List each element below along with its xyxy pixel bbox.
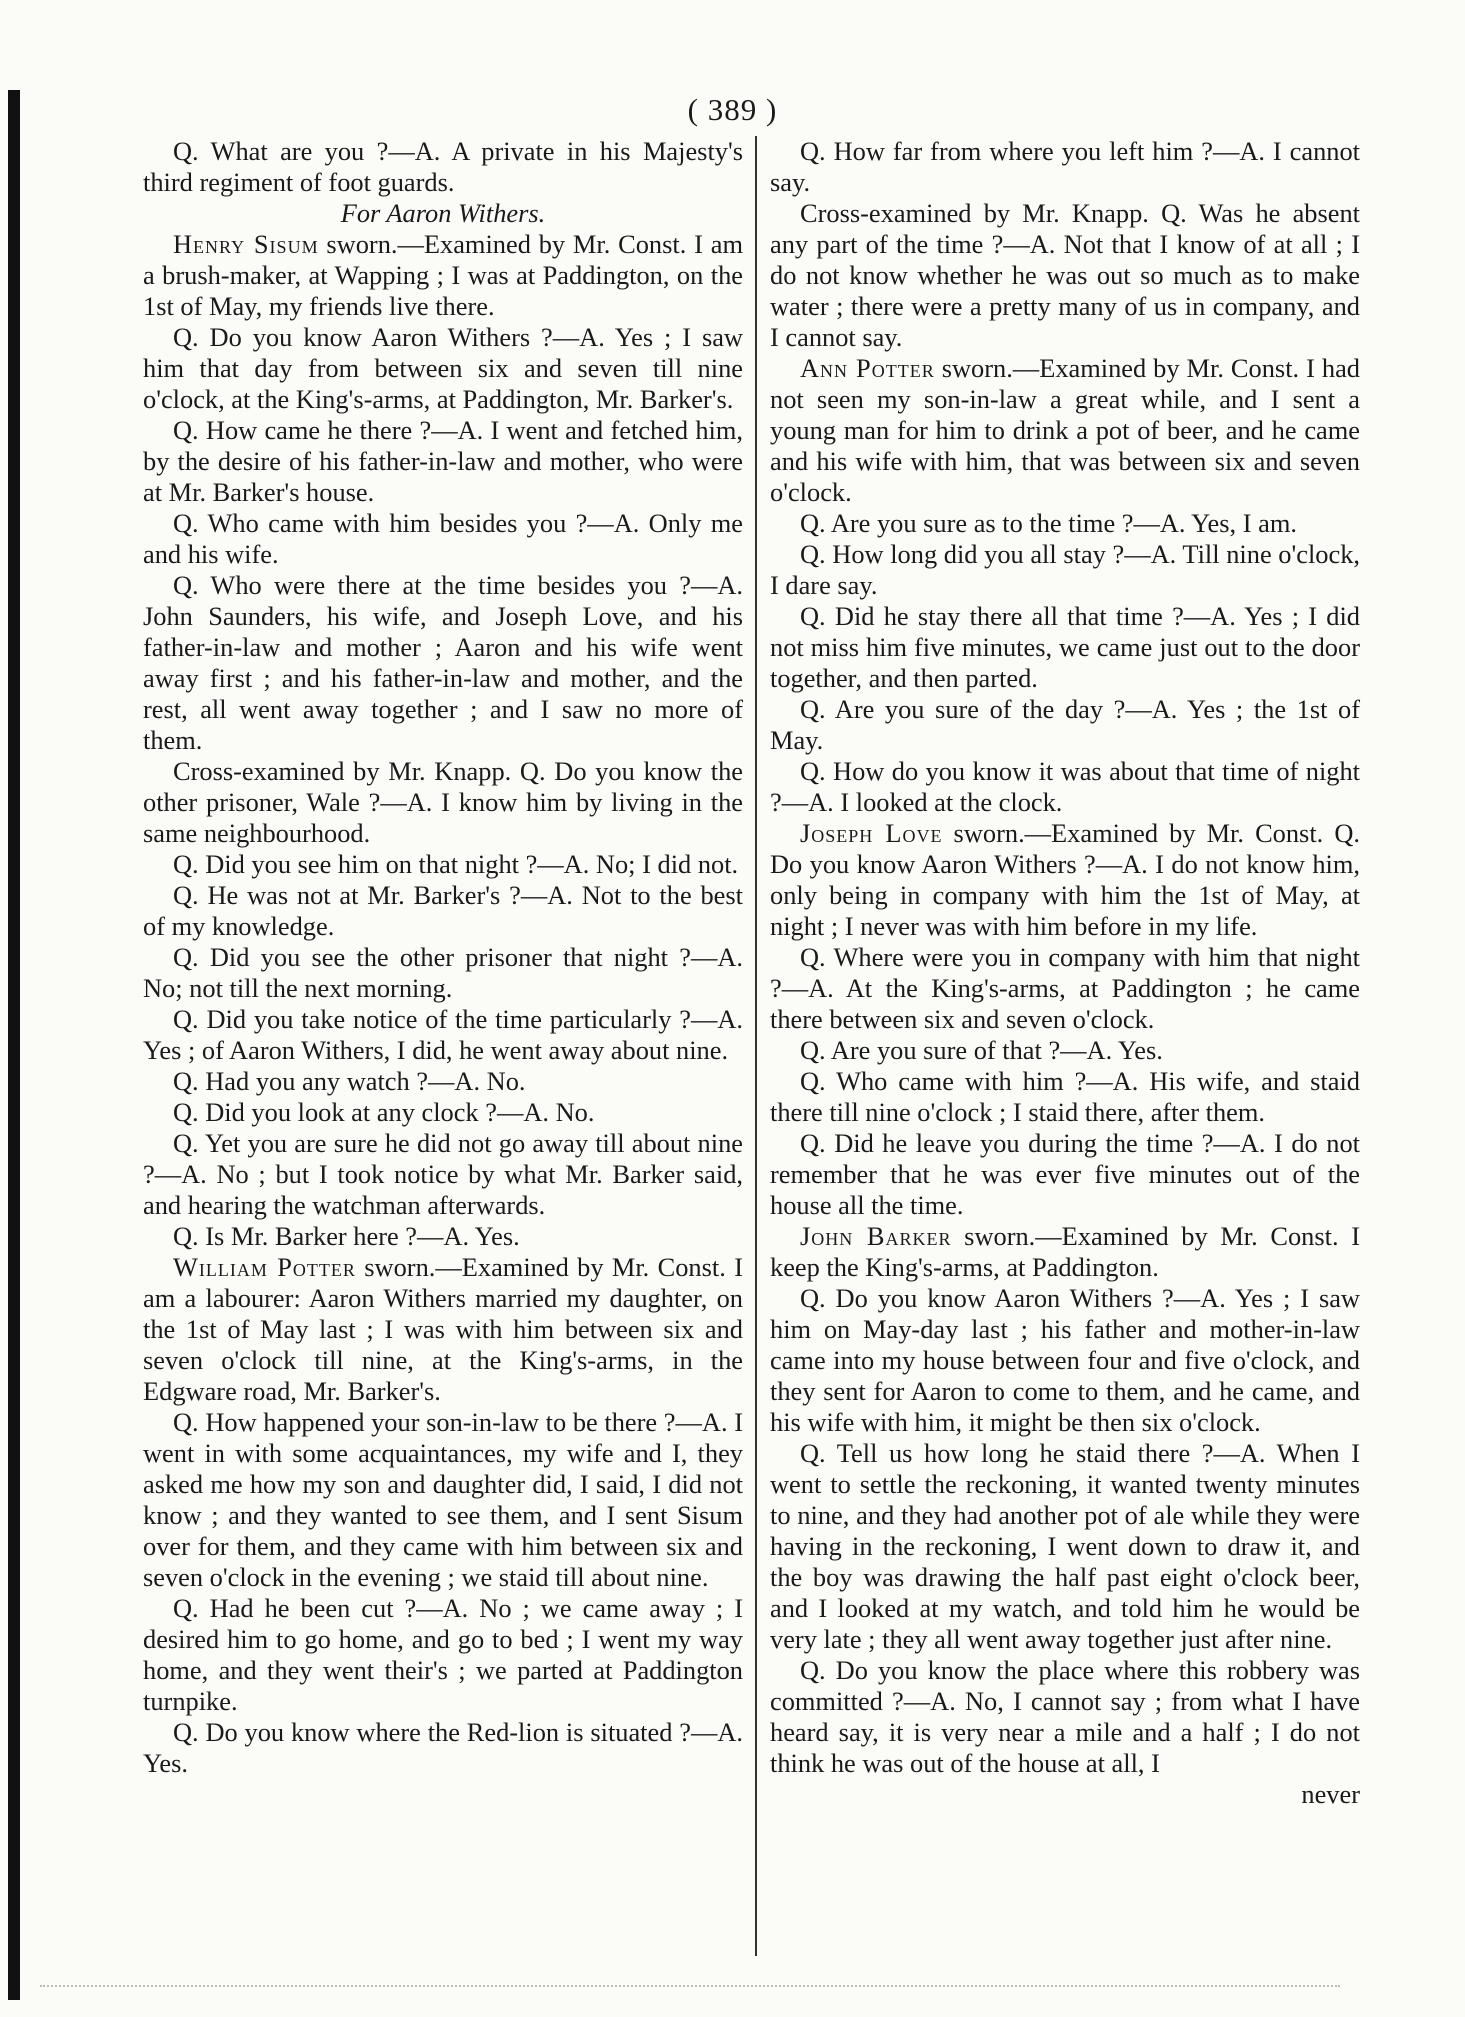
testimony-paragraph — [770, 508, 1360, 539]
paragraph-text: Q. Are you sure of the day ?—A. Yes ; the 1st of May. — [770, 694, 1360, 755]
testimony-paragraph — [770, 539, 1360, 601]
testimony-heading — [143, 229, 743, 322]
paragraph-text: Q. He was not at Mr. Barker's ?—A. Not to the best of my knowledge. — [143, 880, 743, 941]
paragraph-text: Q. How came he there ?—A. I went and fetched him, by the desire of his father-in-law and mother, who were at Mr. Barker's house. — [143, 415, 743, 507]
testimony-paragraph — [770, 1438, 1360, 1655]
paragraph-text: Q. Is Mr. Barker here ?—A. Yes. — [173, 1221, 520, 1251]
testimony-paragraph — [143, 1128, 743, 1221]
testimony-paragraph — [143, 570, 743, 756]
paragraph-text: Q. Did you see him on that night ?—A. No; I did not. — [173, 849, 739, 879]
testimony-paragraph — [770, 601, 1360, 694]
testimony-paragraph — [770, 1655, 1360, 1779]
paragraph-text: Q. Did you look at any clock ?—A. No. — [173, 1097, 595, 1127]
paragraph-text: Q. How far from where you left him ?—A. I cannot say. — [770, 136, 1360, 197]
paragraph-text: Q. Had you any watch ?—A. No. — [173, 1066, 526, 1096]
testimony-paragraph — [770, 756, 1360, 818]
paragraph-text: Cross-examined by Mr. Knapp. Q. Was he absent any part of the time ?—A. Not that I know of at all ; I do not know whether he was out so much as to make water ; there were a pretty many of us in company, and I cannot say. — [770, 198, 1360, 352]
testimony-paragraph — [770, 1128, 1360, 1221]
paragraph-text: Q. Who came with him besides you ?—A. Only me and his wife. — [143, 508, 743, 569]
testimony-paragraph — [143, 1066, 743, 1097]
testimony-paragraph — [143, 508, 743, 570]
paragraph-text: Cross-examined by Mr. Knapp. Q. Do you know the other prisoner, Wale ?—A. I know him by living in the same neighbourhood. — [143, 756, 743, 848]
paragraph-text: sworn.—Examined by Mr. Const. Q. Do you know Aaron Withers ?—A. I do not know him, only being in company with him the 1st of May, at night ; I never was with him before in my life. — [770, 818, 1360, 941]
witness-name: John Barker — [800, 1221, 952, 1251]
testimony-paragraph — [143, 1004, 743, 1066]
testimony-paragraph — [143, 1221, 743, 1252]
catchword: never — [1301, 1779, 1360, 1809]
witness-name: Joseph Love — [800, 818, 943, 848]
witness-name: Ann Potter — [800, 353, 935, 383]
paragraph-text: Q. Did you take notice of the time particularly ?—A. Yes ; of Aaron Withers, I did, he went away about nine. — [143, 1004, 743, 1065]
paragraph-text: Q. Did you see the other prisoner that night ?—A. No; not till the next morning. — [143, 942, 743, 1003]
testimony-paragraph — [770, 198, 1360, 353]
witness-name: Henry Sisum — [173, 229, 319, 259]
binding-edge — [8, 90, 20, 2000]
paragraph-text: Q. Do you know the place where this robbery was committed ?—A. No, I cannot say ; from what I have heard say, it is very near a mile and a half ; I do not think he was out of the house at all, I — [770, 1655, 1360, 1778]
page-bottom-edge — [40, 1985, 1340, 1993]
paragraph-text: Q. Do you know Aaron Withers ?—A. Yes ; I saw him on May-day last ; his father and mother-in-law came into my house between four and five o'clock, and they sent for Aaron to come to them, and he came, and his wife with him, it might be then six o'clock. — [770, 1283, 1360, 1437]
right-column — [770, 136, 1360, 1810]
testimony-paragraph — [143, 942, 743, 1004]
paragraph-text: Q. Had he been cut ?—A. No ; we came away ; I desired him to go home, and go to bed ; I went my way home, and they went their's ; we parted at Paddington turnpike. — [143, 1593, 743, 1716]
testimony-paragraph — [770, 694, 1360, 756]
witness-name: William Potter — [173, 1252, 356, 1282]
paragraph-text: Q. Are you sure of that ?—A. Yes. — [800, 1035, 1163, 1065]
testimony-paragraph — [770, 136, 1360, 198]
paragraph-text: Q. Are you sure as to the time ?—A. Yes, I am. — [800, 508, 1297, 538]
paragraph-text: Q. How long did you all stay ?—A. Till nine o'clock, I dare say. — [770, 539, 1360, 600]
paragraph-text: Q. How do you know it was about that time of night ?—A. I looked at the clock. — [770, 756, 1360, 817]
testimony-paragraph — [143, 849, 743, 880]
testimony-paragraph — [770, 1066, 1360, 1128]
paragraph-text: sworn.—Examined by Mr. Const. I keep the King's-arms, at Paddington. — [770, 1221, 1360, 1282]
section-heading — [143, 198, 743, 229]
testimony-paragraph — [770, 1283, 1360, 1438]
testimony-paragraph — [143, 322, 743, 415]
testimony-heading — [770, 818, 1360, 942]
testimony-paragraph — [770, 942, 1360, 1035]
testimony-heading — [770, 1221, 1360, 1283]
testimony-paragraph — [143, 1407, 743, 1593]
testimony-heading — [143, 1252, 743, 1407]
paragraph-text: Q. Who came with him ?—A. His wife, and staid there till nine o'clock ; I staid there, after them. — [770, 1066, 1360, 1127]
paragraph-text: Q. Tell us how long he staid there ?—A. When I went to settle the reckoning, it wanted twenty minutes to nine, and they had another pot of ale while they were having in the reckoning, I went down to draw it, and the boy was drawing the half past eight o'clock beer, and I looked at my watch, and told him he would be very late ; they all went away together just after nine. — [770, 1438, 1360, 1654]
testimony-paragraph — [770, 1035, 1360, 1066]
testimony-paragraph — [143, 756, 743, 849]
paragraph-text: Q. What are you ?—A. A private in his Majesty's third regiment of foot guards. — [143, 136, 743, 197]
testimony-paragraph — [143, 136, 743, 198]
testimony-paragraph — [143, 415, 743, 508]
testimony-paragraph — [143, 1593, 743, 1717]
page-number: ( 389 ) — [687, 92, 778, 127]
paragraph-text: Q. How happened your son-in-law to be there ?—A. I went in with some acquaintances, my wife and I, they asked me how my son and daughter did, I said, I did not know ; and they wanted to see them, and I sent Sisum over for them, and they came with him between six and seven o'clock in the evening ; we staid till about nine. — [143, 1407, 743, 1592]
paragraph-text: For Aaron Withers. — [340, 198, 546, 228]
left-column — [143, 136, 743, 1779]
paragraph-text: Q. Did he leave you during the time ?—A. I do not remember that he was ever five minutes out of the house all the time. — [770, 1128, 1360, 1220]
paragraph-text: Q. Did he stay there all that time ?—A. Yes ; I did not miss him five minutes, we came just out to the door together, and then parted. — [770, 601, 1360, 693]
paragraph-text: sworn.—Examined by Mr. Const. I am a labourer: Aaron Withers married my daughter, on the 1st of May last ; I was with him between six and seven o'clock till nine, at the King's-arms, in the Edgware road, Mr. Barker's. — [143, 1252, 743, 1406]
paragraph-text: sworn.—Examined by Mr. Const. I had not seen my son-in-law a great while, and I sent a young man for him to drink a pot of beer, and he came and his wife with him, that was between six and seven o'clock. — [770, 353, 1360, 507]
paragraph-text: sworn.—Examined by Mr. Const. I am a brush-maker, at Wapping ; I was at Paddington, on the 1st of May, my friends live there. — [143, 229, 743, 321]
testimony-heading — [770, 353, 1360, 508]
testimony-paragraph — [143, 1717, 743, 1779]
column-divider — [755, 136, 757, 1956]
paragraph-text: Q. Who were there at the time besides you ?—A. John Saunders, his wife, and Joseph Love, and his father-in-law and mother ; Aaron and his wife went away first ; and his father-in-law and mother, and the rest, all went away together ; and I saw no more of them. — [143, 570, 743, 755]
paragraph-text: Q. Yet you are sure he did not go away till about nine ?—A. No ; but I took notice by what Mr. Barker said, and hearing the watchman afterwards. — [143, 1128, 743, 1220]
paragraph-text: Q. Where were you in company with him that night ?—A. At the King's-arms, at Paddington ; he came there between six and seven o'clock. — [770, 942, 1360, 1034]
paragraph-text: Q. Do you know Aaron Withers ?—A. Yes ; I saw him that day from between six and seven till nine o'clock, at the King's-arms, at Paddington, Mr. Barker's. — [143, 322, 743, 414]
paragraph-text: Q. Do you know where the Red-lion is situated ?—A. Yes. — [143, 1717, 743, 1778]
testimony-paragraph — [143, 1097, 743, 1128]
testimony-paragraph — [143, 880, 743, 942]
